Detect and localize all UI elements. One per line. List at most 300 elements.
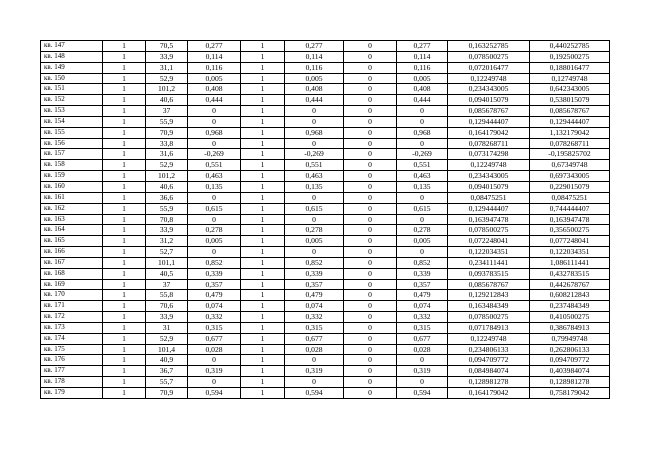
area-cell: 70,8 [146, 214, 188, 225]
value-b-cell: 0,074 [285, 301, 344, 312]
factor-cell: 1 [241, 388, 285, 399]
apartment-cell: кв. 154 [41, 116, 103, 127]
share-cell: 0,094015079 [448, 181, 530, 192]
area-cell: 40,9 [146, 355, 188, 366]
table-row [41, 171, 610, 182]
factor-cell: 1 [241, 127, 285, 138]
area-cell: 31,1 [146, 62, 188, 73]
share-cell: 0,163252785 [448, 41, 530, 52]
value-a-cell: 0 [188, 116, 241, 127]
value-a-cell: -0,269 [188, 149, 241, 160]
value-a-cell: 0,005 [188, 73, 241, 84]
share-cell: 0,08475251 [448, 192, 530, 203]
share-cell: 0,073174298 [448, 149, 530, 160]
factor-cell: 1 [241, 171, 285, 182]
count-cell: 1 [103, 236, 146, 247]
share-cell: 0,234343005 [448, 171, 530, 182]
value-a-cell: 0,479 [188, 290, 241, 301]
total-cell: 0,432783515 [530, 268, 610, 279]
area-cell: 36,6 [146, 192, 188, 203]
table-row [41, 225, 610, 236]
value-b-cell: 0,594 [285, 388, 344, 399]
area-cell: 33,9 [146, 312, 188, 323]
area-cell: 70,6 [146, 301, 188, 312]
area-cell: 55,7 [146, 377, 188, 388]
count-cell: 1 [103, 333, 146, 344]
total-cell: 0,440252785 [530, 41, 610, 52]
zero-cell: 0 [344, 312, 397, 323]
area-cell: 31 [146, 322, 188, 333]
factor-cell: 1 [241, 181, 285, 192]
count-cell: 1 [103, 312, 146, 323]
zero-cell: 0 [344, 203, 397, 214]
zero-cell: 0 [344, 388, 397, 399]
factor-cell: 1 [241, 333, 285, 344]
factor-cell: 1 [241, 51, 285, 62]
value-c-cell: 0,005 [397, 73, 448, 84]
zero-cell: 0 [344, 106, 397, 117]
apartment-cell: кв. 168 [41, 268, 103, 279]
share-cell: 0,164179042 [448, 127, 530, 138]
total-cell: 0,192500275 [530, 51, 610, 62]
total-cell: 0,129444407 [530, 116, 610, 127]
value-b-cell: -0,269 [285, 149, 344, 160]
value-b-cell: 0,135 [285, 181, 344, 192]
count-cell: 1 [103, 377, 146, 388]
factor-cell: 1 [241, 301, 285, 312]
value-c-cell: 0,278 [397, 225, 448, 236]
table-row [41, 290, 610, 301]
value-a-cell: 0 [188, 192, 241, 203]
factor-cell: 1 [241, 160, 285, 171]
area-cell: 70,9 [146, 388, 188, 399]
factor-cell: 1 [241, 377, 285, 388]
share-cell: 0,128981278 [448, 377, 530, 388]
area-cell: 37 [146, 279, 188, 290]
value-b-cell: 0,677 [285, 333, 344, 344]
apartment-cell: кв. 151 [41, 84, 103, 95]
zero-cell: 0 [344, 236, 397, 247]
share-cell: 0,084984074 [448, 366, 530, 377]
share-cell: 0,163484349 [448, 301, 530, 312]
table-row [41, 192, 610, 203]
value-c-cell: 0,444 [397, 95, 448, 106]
value-b-cell: 0,479 [285, 290, 344, 301]
value-b-cell: 0,319 [285, 366, 344, 377]
value-c-cell: 0 [397, 116, 448, 127]
table-row [41, 203, 610, 214]
value-b-cell: 0 [285, 116, 344, 127]
table-row [41, 344, 610, 355]
count-cell: 1 [103, 73, 146, 84]
table-row [41, 322, 610, 333]
total-cell: 0,229015079 [530, 181, 610, 192]
area-cell: 55,8 [146, 290, 188, 301]
factor-cell: 1 [241, 366, 285, 377]
table-row [41, 149, 610, 160]
value-c-cell: 0,074 [397, 301, 448, 312]
table-row [41, 312, 610, 323]
value-b-cell: 0 [285, 377, 344, 388]
zero-cell: 0 [344, 127, 397, 138]
apartment-cell: кв. 175 [41, 344, 103, 355]
apartment-cell: кв. 153 [41, 106, 103, 117]
value-b-cell: 0,339 [285, 268, 344, 279]
count-cell: 1 [103, 171, 146, 182]
share-cell: 0,085678767 [448, 106, 530, 117]
count-cell: 1 [103, 149, 146, 160]
apartment-cell: кв. 179 [41, 388, 103, 399]
zero-cell: 0 [344, 279, 397, 290]
apartment-cell: кв. 164 [41, 225, 103, 236]
zero-cell: 0 [344, 84, 397, 95]
apartment-cell: кв. 165 [41, 236, 103, 247]
apartment-cell: кв. 169 [41, 279, 103, 290]
table-row [41, 41, 610, 52]
count-cell: 1 [103, 203, 146, 214]
share-cell: 0,234343005 [448, 84, 530, 95]
value-b-cell: 0 [285, 106, 344, 117]
area-cell: 101,4 [146, 344, 188, 355]
value-c-cell: 0,114 [397, 51, 448, 62]
total-cell: 0,122034351 [530, 247, 610, 258]
zero-cell: 0 [344, 149, 397, 160]
zero-cell: 0 [344, 247, 397, 258]
count-cell: 1 [103, 268, 146, 279]
apartment-cell: кв. 166 [41, 247, 103, 258]
value-a-cell: 0,116 [188, 62, 241, 73]
apartment-cell: кв. 161 [41, 192, 103, 203]
zero-cell: 0 [344, 377, 397, 388]
table-row [41, 257, 610, 268]
zero-cell: 0 [344, 290, 397, 301]
document-page [40, 40, 610, 399]
total-cell: 0,077248041 [530, 236, 610, 247]
apartment-cell: кв. 178 [41, 377, 103, 388]
value-c-cell: 0 [397, 377, 448, 388]
total-cell: 0,078268711 [530, 138, 610, 149]
factor-cell: 1 [241, 149, 285, 160]
count-cell: 1 [103, 160, 146, 171]
value-a-cell: 0,615 [188, 203, 241, 214]
area-cell: 70,5 [146, 41, 188, 52]
table-row [41, 62, 610, 73]
zero-cell: 0 [344, 366, 397, 377]
area-cell: 33,8 [146, 138, 188, 149]
value-a-cell: 0 [188, 355, 241, 366]
table-row [41, 160, 610, 171]
value-c-cell: 0 [397, 138, 448, 149]
share-cell: 0,12249748 [448, 333, 530, 344]
share-cell: 0,072016477 [448, 62, 530, 73]
apartment-cell: кв. 150 [41, 73, 103, 84]
count-cell: 1 [103, 214, 146, 225]
total-cell: 0,79949748 [530, 333, 610, 344]
factor-cell: 1 [241, 73, 285, 84]
value-c-cell: 0,615 [397, 203, 448, 214]
value-c-cell: 0,277 [397, 41, 448, 52]
factor-cell: 1 [241, 41, 285, 52]
factor-cell: 1 [241, 279, 285, 290]
value-b-cell: 0,615 [285, 203, 344, 214]
area-cell: 52,9 [146, 73, 188, 84]
total-cell: 1,132179042 [530, 127, 610, 138]
value-a-cell: 0,278 [188, 225, 241, 236]
factor-cell: 1 [241, 312, 285, 323]
share-cell: 0,071784913 [448, 322, 530, 333]
area-cell: 52,9 [146, 333, 188, 344]
share-cell: 0,129444407 [448, 116, 530, 127]
value-a-cell: 0,028 [188, 344, 241, 355]
table-row [41, 116, 610, 127]
zero-cell: 0 [344, 344, 397, 355]
factor-cell: 1 [241, 192, 285, 203]
factor-cell: 1 [241, 84, 285, 95]
total-cell: 0,386784913 [530, 322, 610, 333]
count-cell: 1 [103, 41, 146, 52]
value-c-cell: 0,357 [397, 279, 448, 290]
area-cell: 101,2 [146, 171, 188, 182]
count-cell: 1 [103, 138, 146, 149]
table-row [41, 247, 610, 258]
zero-cell: 0 [344, 51, 397, 62]
value-a-cell: 0 [188, 247, 241, 258]
share-cell: 0,164179042 [448, 388, 530, 399]
table-row [41, 95, 610, 106]
count-cell: 1 [103, 355, 146, 366]
count-cell: 1 [103, 106, 146, 117]
total-cell: 0,128981278 [530, 377, 610, 388]
apartment-cell: кв. 162 [41, 203, 103, 214]
value-c-cell: 0,005 [397, 236, 448, 247]
area-cell: 31,6 [146, 149, 188, 160]
table-row [41, 377, 610, 388]
value-a-cell: 0 [188, 138, 241, 149]
factor-cell: 1 [241, 203, 285, 214]
area-cell: 33,9 [146, 51, 188, 62]
zero-cell: 0 [344, 41, 397, 52]
table-row [41, 138, 610, 149]
count-cell: 1 [103, 181, 146, 192]
share-cell: 0,078500275 [448, 312, 530, 323]
total-cell: 0,12749748 [530, 73, 610, 84]
area-cell: 52,9 [146, 160, 188, 171]
value-b-cell: 0,005 [285, 236, 344, 247]
share-cell: 0,093783515 [448, 268, 530, 279]
area-cell: 55,9 [146, 203, 188, 214]
area-cell: 40,5 [146, 268, 188, 279]
total-cell: 0,237484349 [530, 301, 610, 312]
share-cell: 0,129444407 [448, 203, 530, 214]
value-c-cell: -0,269 [397, 149, 448, 160]
area-cell: 40,6 [146, 181, 188, 192]
share-cell: 0,234806133 [448, 344, 530, 355]
value-a-cell: 0,551 [188, 160, 241, 171]
value-c-cell: 0 [397, 106, 448, 117]
total-cell: 0,188016477 [530, 62, 610, 73]
value-a-cell: 0,357 [188, 279, 241, 290]
value-a-cell: 0,594 [188, 388, 241, 399]
share-cell: 0,078268711 [448, 138, 530, 149]
factor-cell: 1 [241, 106, 285, 117]
apartment-cell: кв. 174 [41, 333, 103, 344]
total-cell: 1,086111441 [530, 257, 610, 268]
area-cell: 33,9 [146, 225, 188, 236]
share-cell: 0,072248041 [448, 236, 530, 247]
value-a-cell: 0,463 [188, 171, 241, 182]
value-b-cell: 0,116 [285, 62, 344, 73]
value-b-cell: 0,551 [285, 160, 344, 171]
total-cell: 0,608212843 [530, 290, 610, 301]
apartment-cell: кв. 160 [41, 181, 103, 192]
value-c-cell: 0,135 [397, 181, 448, 192]
count-cell: 1 [103, 116, 146, 127]
apartment-cell: кв. 152 [41, 95, 103, 106]
factor-cell: 1 [241, 236, 285, 247]
total-cell: 0,262806133 [530, 344, 610, 355]
factor-cell: 1 [241, 116, 285, 127]
apartment-cell: кв. 156 [41, 138, 103, 149]
share-cell: 0,129212843 [448, 290, 530, 301]
table-row [41, 84, 610, 95]
total-cell: 0,085678767 [530, 106, 610, 117]
zero-cell: 0 [344, 62, 397, 73]
table-body [41, 41, 610, 399]
share-cell: 0,078500275 [448, 51, 530, 62]
count-cell: 1 [103, 84, 146, 95]
total-cell: 0,442678767 [530, 279, 610, 290]
apartment-cell: кв. 149 [41, 62, 103, 73]
apartment-cell: кв. 157 [41, 149, 103, 160]
apartment-cell: кв. 155 [41, 127, 103, 138]
count-cell: 1 [103, 95, 146, 106]
area-cell: 40,6 [146, 95, 188, 106]
table-row [41, 73, 610, 84]
apartments-table [40, 40, 610, 399]
value-a-cell: 0 [188, 106, 241, 117]
value-a-cell: 0,444 [188, 95, 241, 106]
apartment-cell: кв. 171 [41, 301, 103, 312]
value-c-cell: 0,339 [397, 268, 448, 279]
zero-cell: 0 [344, 225, 397, 236]
zero-cell: 0 [344, 116, 397, 127]
table-row [41, 127, 610, 138]
total-cell: 0,410500275 [530, 312, 610, 323]
apartment-cell: кв. 172 [41, 312, 103, 323]
count-cell: 1 [103, 127, 146, 138]
factor-cell: 1 [241, 62, 285, 73]
count-cell: 1 [103, 290, 146, 301]
value-a-cell: 0,339 [188, 268, 241, 279]
zero-cell: 0 [344, 192, 397, 203]
zero-cell: 0 [344, 95, 397, 106]
table-row [41, 236, 610, 247]
value-c-cell: 0,408 [397, 84, 448, 95]
factor-cell: 1 [241, 225, 285, 236]
share-cell: 0,234111441 [448, 257, 530, 268]
value-b-cell: 0 [285, 192, 344, 203]
zero-cell: 0 [344, 355, 397, 366]
total-cell: 0,094709772 [530, 355, 610, 366]
apartment-cell: кв. 163 [41, 214, 103, 225]
share-cell: 0,122034351 [448, 247, 530, 258]
value-b-cell: 0 [285, 247, 344, 258]
value-c-cell: 0 [397, 355, 448, 366]
area-cell: 101,1 [146, 257, 188, 268]
share-cell: 0,163947478 [448, 214, 530, 225]
total-cell: 0,163947478 [530, 214, 610, 225]
value-b-cell: 0,315 [285, 322, 344, 333]
total-cell: 0,538015079 [530, 95, 610, 106]
factor-cell: 1 [241, 257, 285, 268]
count-cell: 1 [103, 279, 146, 290]
total-cell: 0,758179042 [530, 388, 610, 399]
table-row [41, 279, 610, 290]
total-cell: 0,744444407 [530, 203, 610, 214]
table-row [41, 181, 610, 192]
factor-cell: 1 [241, 344, 285, 355]
zero-cell: 0 [344, 301, 397, 312]
value-a-cell: 0,408 [188, 84, 241, 95]
table-row [41, 366, 610, 377]
total-cell: 0,08475251 [530, 192, 610, 203]
apartment-cell: кв. 158 [41, 160, 103, 171]
value-b-cell: 0,278 [285, 225, 344, 236]
table-row [41, 51, 610, 62]
factor-cell: 1 [241, 322, 285, 333]
value-c-cell: 0,116 [397, 62, 448, 73]
value-a-cell: 0,315 [188, 322, 241, 333]
value-a-cell: 0,677 [188, 333, 241, 344]
value-b-cell: 0,114 [285, 51, 344, 62]
value-c-cell: 0,968 [397, 127, 448, 138]
area-cell: 31,2 [146, 236, 188, 247]
table-row [41, 355, 610, 366]
factor-cell: 1 [241, 95, 285, 106]
factor-cell: 1 [241, 247, 285, 258]
count-cell: 1 [103, 192, 146, 203]
table-row [41, 268, 610, 279]
apartment-cell: кв. 167 [41, 257, 103, 268]
value-c-cell: 0,479 [397, 290, 448, 301]
table-row [41, 106, 610, 117]
factor-cell: 1 [241, 355, 285, 366]
value-c-cell: 0,852 [397, 257, 448, 268]
zero-cell: 0 [344, 257, 397, 268]
apartment-cell: кв. 148 [41, 51, 103, 62]
value-b-cell: 0,408 [285, 84, 344, 95]
zero-cell: 0 [344, 160, 397, 171]
value-c-cell: 0,594 [397, 388, 448, 399]
value-c-cell: 0 [397, 214, 448, 225]
area-cell: 52,7 [146, 247, 188, 258]
area-cell: 70,9 [146, 127, 188, 138]
value-a-cell: 0,332 [188, 312, 241, 323]
factor-cell: 1 [241, 214, 285, 225]
share-cell: 0,094709772 [448, 355, 530, 366]
zero-cell: 0 [344, 268, 397, 279]
apartment-cell: кв. 173 [41, 322, 103, 333]
value-b-cell: 0,005 [285, 73, 344, 84]
count-cell: 1 [103, 322, 146, 333]
apartment-cell: кв. 159 [41, 171, 103, 182]
zero-cell: 0 [344, 73, 397, 84]
value-c-cell: 0,463 [397, 171, 448, 182]
area-cell: 36,7 [146, 366, 188, 377]
table-row [41, 214, 610, 225]
count-cell: 1 [103, 388, 146, 399]
share-cell: 0,078500275 [448, 225, 530, 236]
